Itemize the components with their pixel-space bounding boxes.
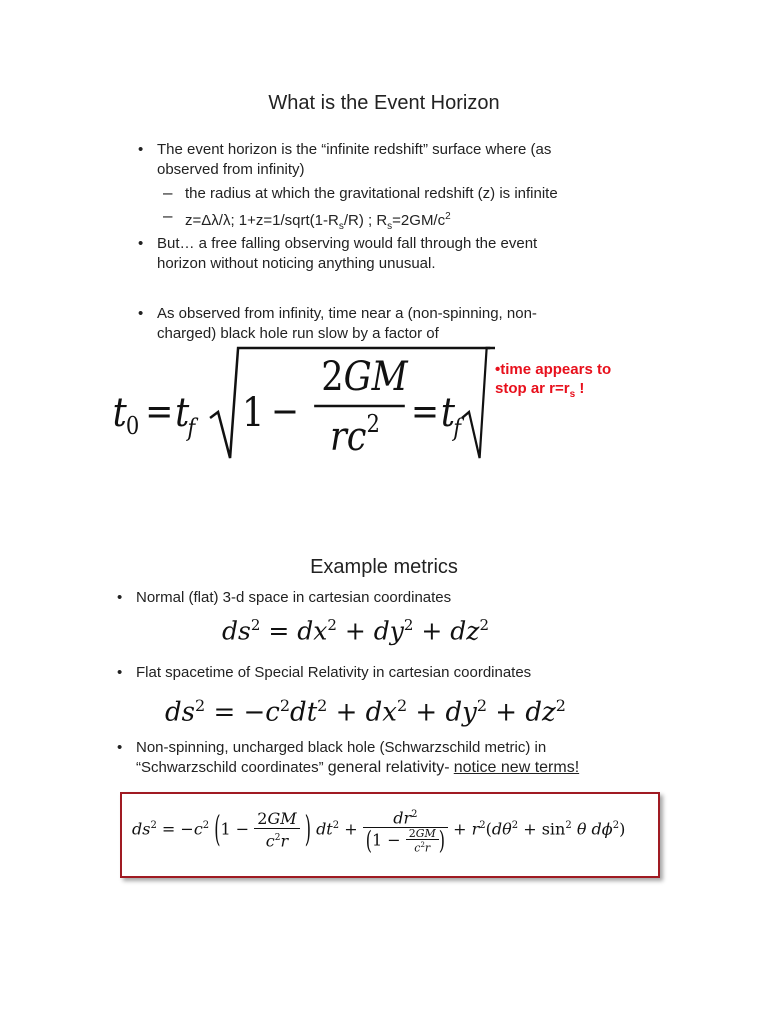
bullet-line: The event horizon is the “infinite redshift” surface where (as xyxy=(157,141,552,158)
section-title-event-horizon: What is the Event Horizon xyxy=(268,92,500,114)
bullet-time-dilation xyxy=(138,304,737,344)
notice-new-terms-label: notice new terms! xyxy=(453,759,580,776)
dash-text: the radius at which the gravitational redshift (z) is infinite xyxy=(185,185,558,202)
bullet-line: horizon without noticing anything unusual. xyxy=(157,255,436,272)
red-note-part: ! xyxy=(575,380,585,397)
bullet-text: “Schwarzschild coordinates” xyxy=(136,759,324,776)
svg-text:1: 1 xyxy=(242,388,265,436)
bullet-line: charged) black hole run slow by a factor of xyxy=(157,325,439,342)
bullet-line: As observed from infinity, time near a (non-spinning, non- xyxy=(157,305,537,322)
bullet-special-relativity xyxy=(117,663,736,683)
svg-text:t: t xyxy=(175,388,190,436)
time-dilation-equation xyxy=(110,340,495,465)
bullet-event-horizon-definition xyxy=(138,140,737,180)
bullet-line: observed from infinity) xyxy=(157,161,305,178)
bullet-text: Flat spacetime of Special Relativity in cartesian coordinates xyxy=(136,664,532,681)
red-note-line: •time appears to xyxy=(495,361,612,378)
red-note-time-stops xyxy=(495,360,695,404)
bullet-line xyxy=(136,758,746,778)
bullet-dot: • xyxy=(138,235,144,252)
formula-part: /R) ; R xyxy=(343,212,388,229)
svg-text:f: f xyxy=(453,414,462,443)
bullet-line: But… a free falling observing would fall through the event xyxy=(157,235,538,252)
red-note-subscript: s xyxy=(569,389,576,400)
svg-text:−: − xyxy=(271,390,300,434)
minkowski-metric-equation: $ds^2 = -c^2dt^2 + dx^2 + dy^2 + dz^2$ xyxy=(165,696,566,728)
dash-mark: – xyxy=(163,183,173,202)
formula-subscript: s xyxy=(387,221,393,232)
svg-text:=: = xyxy=(410,390,439,434)
bullet-dot: • xyxy=(117,739,123,756)
bullet-dot: • xyxy=(117,589,123,606)
svg-text:0: 0 xyxy=(125,412,140,441)
dash-item-redshift-formula xyxy=(163,206,745,237)
formula-part: =2GM/c xyxy=(392,212,446,229)
flat-space-metric-equation: $ds^2 = dx^2 + dy^2 + dz^2$ xyxy=(222,616,489,646)
schwarzschild-metric-equation: $ds^2 = -c^2$ (1 − $\frac{2GM}{c^2r}$ ) $dt^2$ + $dr^2$ (1 − $\frac{2GM}{c^2r}$ ) + $r^2(d\theta^2 + \sin^2 \theta$ $d\phi^2$) xyxy=(132,808,626,856)
general-relativity-label: general relativity- xyxy=(327,759,450,776)
bullet-text: Normal (flat) 3-d space in cartesian coordinates xyxy=(136,589,452,606)
bullet-dot: • xyxy=(138,141,144,158)
bullet-free-falling-observer xyxy=(138,234,737,274)
formula-subscript: s xyxy=(338,221,344,232)
svg-text:t: t xyxy=(112,388,127,436)
bullet-schwarzschild xyxy=(117,738,746,778)
section-title-example-metrics: Example metrics xyxy=(310,556,458,578)
dash-mark: – xyxy=(163,206,173,225)
formula-superscript: 2 xyxy=(445,211,451,222)
svg-text:2GM: 2GM xyxy=(321,352,408,400)
formula-part: z=Δλ/λ; 1+z=1/sqrt(1-R xyxy=(185,212,339,229)
svg-text:f: f xyxy=(187,414,196,443)
bullet-dot: • xyxy=(138,305,144,322)
bullet-flat-space xyxy=(117,588,736,608)
dash-item-radius xyxy=(163,183,745,204)
svg-text:t: t xyxy=(440,388,456,436)
red-note-line xyxy=(495,379,695,404)
schwarzschild-metric-box xyxy=(120,792,660,878)
red-note-part: stop ar r=r xyxy=(495,380,570,397)
svg-text:=: = xyxy=(145,390,174,434)
bullet-line: Non-spinning, uncharged black hole (Schwarzschild metric) in xyxy=(136,739,547,756)
svg-text:rc2: $rc^2$ xyxy=(330,410,380,460)
bullet-dot: • xyxy=(117,664,123,681)
